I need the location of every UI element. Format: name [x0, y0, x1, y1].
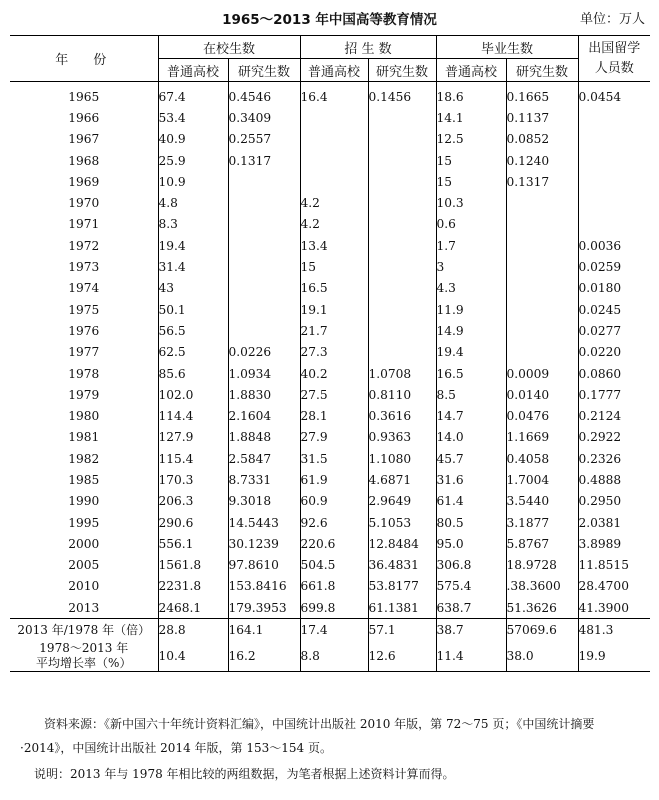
- value-cell: 5.8767: [506, 533, 578, 554]
- value-cell: 3.8989: [578, 533, 650, 554]
- value-cell: 2.9649: [368, 491, 436, 512]
- value-cell: [368, 192, 436, 213]
- year-cell: 1978: [68, 366, 100, 381]
- value-cell: 30.1239: [228, 533, 300, 554]
- value-cell: 2468.1: [158, 597, 228, 619]
- value-cell: [368, 171, 436, 192]
- value-cell: [578, 171, 650, 192]
- value-cell: 85.6: [158, 363, 228, 384]
- value-cell: [300, 129, 368, 150]
- table-row: [10, 448, 650, 469]
- table-row: [10, 150, 650, 171]
- value-cell: 28.4700: [578, 576, 650, 597]
- value-cell: 95.0: [436, 533, 506, 554]
- value-cell: 9.3018: [228, 491, 300, 512]
- value-cell: 2.1604: [228, 405, 300, 426]
- year-cell: 2013: [68, 600, 100, 615]
- value-cell: 14.5443: [228, 512, 300, 533]
- table-row: [10, 555, 650, 576]
- value-cell: 0.8110: [368, 384, 436, 405]
- summary-cell: 8.8: [300, 641, 368, 672]
- value-cell: [368, 129, 436, 150]
- value-cell: 51.3626: [506, 597, 578, 619]
- value-cell: 0.1137: [506, 107, 578, 128]
- value-cell: 27.9: [300, 427, 368, 448]
- value-cell: 661.8: [300, 576, 368, 597]
- year-cell: 1974: [68, 281, 100, 296]
- value-cell: 2231.8: [158, 576, 228, 597]
- value-cell: 1.7: [436, 235, 506, 256]
- value-cell: 8.7331: [228, 469, 300, 490]
- summary-row-growth: [10, 641, 650, 672]
- footnote-source: 资料来源：《新中国六十年统计资料汇编》，中国统计出版社 2010 年版，第 72～75 页；《中国统计摘要·2014》，中国统计出版社 2014 年版，第 153～154 页。: [20, 717, 595, 755]
- value-cell: 4.2: [300, 214, 368, 235]
- value-cell: 10.9: [158, 171, 228, 192]
- value-cell: 12.8484: [368, 533, 436, 554]
- value-cell: 61.4: [436, 491, 506, 512]
- table-row: [10, 342, 650, 363]
- graduated-graduate-header: 研究生数: [506, 59, 578, 82]
- value-cell: 31.6: [436, 469, 506, 490]
- value-cell: 4.6871: [368, 469, 436, 490]
- year-cell: 1980: [68, 409, 100, 424]
- table-title: 1965～2013 年中国高等教育情况: [222, 12, 437, 28]
- year-cell: 1990: [68, 494, 100, 509]
- table-row: [10, 192, 650, 213]
- value-cell: 153.8416: [228, 576, 300, 597]
- value-cell: 19.1: [300, 299, 368, 320]
- admitted-regular-header: 普通高校: [300, 59, 368, 82]
- value-cell: 53.8177: [368, 576, 436, 597]
- abroad-header: 出国留学人员数: [578, 36, 650, 82]
- summary-cell: 38.0: [506, 641, 578, 672]
- value-cell: 14.9: [436, 320, 506, 341]
- table-row: [10, 469, 650, 490]
- year-cell: 1995: [68, 515, 100, 530]
- value-cell: 8.3: [158, 214, 228, 235]
- value-cell: 31.5: [300, 448, 368, 469]
- value-cell: 0.4546: [228, 82, 300, 108]
- value-cell: 206.3: [158, 491, 228, 512]
- value-cell: 14.7: [436, 405, 506, 426]
- year-cell: 2000: [68, 536, 100, 551]
- value-cell: 170.3: [158, 469, 228, 490]
- table-row: [10, 533, 650, 554]
- enrolled-graduate-header: 研究生数: [228, 59, 300, 82]
- value-cell: .38.3600: [506, 576, 578, 597]
- value-cell: 0.0277: [578, 320, 650, 341]
- value-cell: 1.8830: [228, 384, 300, 405]
- year-cell: 1968: [68, 153, 100, 168]
- value-cell: 16.5: [300, 278, 368, 299]
- value-cell: [300, 150, 368, 171]
- value-cell: 61.1381: [368, 597, 436, 619]
- summary-cell: 12.6: [368, 641, 436, 672]
- value-cell: 56.5: [158, 320, 228, 341]
- year-cell: 1967: [68, 132, 100, 147]
- value-cell: 3.5440: [506, 491, 578, 512]
- table-row: [10, 320, 650, 341]
- value-cell: 0.0036: [578, 235, 650, 256]
- summary-label-line2: 平均增长率（%）: [36, 656, 132, 671]
- year-cell: 1982: [68, 451, 100, 466]
- value-cell: 0.3616: [368, 405, 436, 426]
- value-cell: 115.4: [158, 448, 228, 469]
- year-cell: 1975: [68, 302, 100, 317]
- unit-label: 单位：万人: [579, 12, 645, 27]
- value-cell: 0.2326: [578, 448, 650, 469]
- summary-cell: 38.7: [436, 619, 506, 642]
- value-cell: 4.3: [436, 278, 506, 299]
- value-cell: [368, 256, 436, 277]
- value-cell: 19.4: [436, 342, 506, 363]
- value-cell: 0.0860: [578, 363, 650, 384]
- value-cell: 14.0: [436, 427, 506, 448]
- summary-label: [10, 641, 158, 672]
- summary-cell: 28.8: [158, 619, 228, 642]
- summary-label-line1: 1978～2013 年: [39, 641, 129, 656]
- value-cell: 0.0454: [578, 82, 650, 108]
- value-cell: 15: [436, 171, 506, 192]
- value-cell: 31.4: [158, 256, 228, 277]
- table-row: [10, 405, 650, 426]
- table-row: [10, 278, 650, 299]
- value-cell: [368, 342, 436, 363]
- table-row: [10, 235, 650, 256]
- value-cell: 102.0: [158, 384, 228, 405]
- summary-cell: 481.3: [578, 619, 650, 642]
- value-cell: 1.8848: [228, 427, 300, 448]
- value-cell: 1561.8: [158, 555, 228, 576]
- value-cell: 53.4: [158, 107, 228, 128]
- value-cell: 1.7004: [506, 469, 578, 490]
- table-row: [10, 384, 650, 405]
- year-cell: 1965: [68, 89, 100, 104]
- value-cell: 0.2124: [578, 405, 650, 426]
- value-cell: 8.5: [436, 384, 506, 405]
- value-cell: 0.0226: [228, 342, 300, 363]
- table-row: [10, 129, 650, 150]
- year-header: 年 份: [10, 36, 158, 82]
- summary-cell: 11.4: [436, 641, 506, 672]
- value-cell: 0.1777: [578, 384, 650, 405]
- value-cell: [228, 192, 300, 213]
- value-cell: 62.5: [158, 342, 228, 363]
- value-cell: [228, 299, 300, 320]
- value-cell: 4.8: [158, 192, 228, 213]
- value-cell: 0.1456: [368, 82, 436, 108]
- admitted-header: 招 生 数: [300, 36, 436, 59]
- value-cell: 290.6: [158, 512, 228, 533]
- value-cell: 36.4831: [368, 555, 436, 576]
- table-row: [10, 299, 650, 320]
- value-cell: 3.1877: [506, 512, 578, 533]
- year-cell: 1972: [68, 238, 100, 253]
- value-cell: 40.9: [158, 129, 228, 150]
- value-cell: 0.0476: [506, 405, 578, 426]
- summary-cell: 164.1: [228, 619, 300, 642]
- value-cell: [578, 192, 650, 213]
- table-row: [10, 576, 650, 597]
- value-cell: 18.9728: [506, 555, 578, 576]
- value-cell: 0.0009: [506, 363, 578, 384]
- value-cell: 28.1: [300, 405, 368, 426]
- value-cell: [368, 214, 436, 235]
- value-cell: 15: [300, 256, 368, 277]
- value-cell: [368, 320, 436, 341]
- value-cell: 11.9: [436, 299, 506, 320]
- education-table: [10, 35, 650, 672]
- value-cell: 0.0220: [578, 342, 650, 363]
- value-cell: 1.0934: [228, 363, 300, 384]
- value-cell: 0.0259: [578, 256, 650, 277]
- value-cell: 1.1669: [506, 427, 578, 448]
- value-cell: 114.4: [158, 405, 228, 426]
- value-cell: 0.2922: [578, 427, 650, 448]
- table-row: [10, 597, 650, 619]
- summary-cell: 16.2: [228, 641, 300, 672]
- value-cell: 0.0140: [506, 384, 578, 405]
- summary-cell: 57.1: [368, 619, 436, 642]
- value-cell: [368, 107, 436, 128]
- value-cell: [368, 299, 436, 320]
- year-cell: 1966: [68, 110, 100, 125]
- value-cell: [300, 107, 368, 128]
- table-row: [10, 171, 650, 192]
- value-cell: 0.0245: [578, 299, 650, 320]
- enrolled-header: 在校生数: [158, 36, 300, 59]
- value-cell: 556.1: [158, 533, 228, 554]
- value-cell: [228, 235, 300, 256]
- value-cell: 0.1317: [506, 171, 578, 192]
- value-cell: 27.5: [300, 384, 368, 405]
- value-cell: 67.4: [158, 82, 228, 108]
- value-cell: 699.8: [300, 597, 368, 619]
- value-cell: [506, 235, 578, 256]
- value-cell: [368, 235, 436, 256]
- value-cell: 127.9: [158, 427, 228, 448]
- value-cell: 0.1240: [506, 150, 578, 171]
- table-row: [10, 427, 650, 448]
- value-cell: [228, 214, 300, 235]
- value-cell: 50.1: [158, 299, 228, 320]
- value-cell: 21.7: [300, 320, 368, 341]
- value-cell: 306.8: [436, 555, 506, 576]
- footnote-note: 说明：2013 年与 1978 年相比较的两组数据，为笔者根据上述资料计算而得。: [34, 767, 455, 781]
- value-cell: 0.3409: [228, 107, 300, 128]
- value-cell: 80.5: [436, 512, 506, 533]
- year-cell: 1971: [68, 217, 100, 232]
- value-cell: 41.3900: [578, 597, 650, 619]
- value-cell: [506, 342, 578, 363]
- value-cell: [506, 214, 578, 235]
- year-cell: 2010: [68, 579, 100, 594]
- year-cell: 1976: [68, 323, 100, 338]
- value-cell: 504.5: [300, 555, 368, 576]
- value-cell: 220.6: [300, 533, 368, 554]
- value-cell: [578, 107, 650, 128]
- value-cell: 575.4: [436, 576, 506, 597]
- summary-row-ratio: [10, 619, 650, 642]
- value-cell: 25.9: [158, 150, 228, 171]
- admitted-graduate-header: 研究生数: [368, 59, 436, 82]
- value-cell: [506, 320, 578, 341]
- value-cell: [228, 256, 300, 277]
- year-cell: 1979: [68, 387, 100, 402]
- value-cell: 18.6: [436, 82, 506, 108]
- value-cell: 0.0852: [506, 129, 578, 150]
- value-cell: 179.3953: [228, 597, 300, 619]
- value-cell: 10.3: [436, 192, 506, 213]
- value-cell: [228, 320, 300, 341]
- value-cell: 0.1317: [228, 150, 300, 171]
- value-cell: 27.3: [300, 342, 368, 363]
- summary-cell: 19.9: [578, 641, 650, 672]
- summary-label: 2013 年/1978 年（倍）: [10, 619, 158, 642]
- value-cell: 60.9: [300, 491, 368, 512]
- graduated-header: 毕业生数: [436, 36, 578, 59]
- value-cell: [578, 129, 650, 150]
- value-cell: 0.2950: [578, 491, 650, 512]
- year-cell: 1970: [68, 196, 100, 211]
- table-row: [10, 256, 650, 277]
- value-cell: [228, 171, 300, 192]
- value-cell: 0.6: [436, 214, 506, 235]
- value-cell: 92.6: [300, 512, 368, 533]
- value-cell: 0.1665: [506, 82, 578, 108]
- value-cell: 15: [436, 150, 506, 171]
- enrolled-regular-header: 普通高校: [158, 59, 228, 82]
- year-cell: 1981: [68, 430, 100, 445]
- table-row: [10, 107, 650, 128]
- value-cell: 0.0180: [578, 278, 650, 299]
- value-cell: [368, 278, 436, 299]
- value-cell: 0.4058: [506, 448, 578, 469]
- value-cell: 19.4: [158, 235, 228, 256]
- year-cell: 1985: [68, 472, 100, 487]
- value-cell: 40.2: [300, 363, 368, 384]
- year-cell: 2005: [68, 558, 100, 573]
- table-row: [10, 491, 650, 512]
- table-row: [10, 363, 650, 384]
- value-cell: 16.4: [300, 82, 368, 108]
- value-cell: 0.9363: [368, 427, 436, 448]
- value-cell: 2.0381: [578, 512, 650, 533]
- value-cell: 0.4888: [578, 469, 650, 490]
- value-cell: 12.5: [436, 129, 506, 150]
- table-row: [10, 82, 650, 108]
- value-cell: 1.0708: [368, 363, 436, 384]
- summary-cell: 17.4: [300, 619, 368, 642]
- value-cell: 638.7: [436, 597, 506, 619]
- value-cell: [506, 299, 578, 320]
- graduated-regular-header: 普通高校: [436, 59, 506, 82]
- year-cell: 1973: [68, 260, 100, 275]
- value-cell: 61.9: [300, 469, 368, 490]
- value-cell: [506, 278, 578, 299]
- value-cell: 11.8515: [578, 555, 650, 576]
- value-cell: 4.2: [300, 192, 368, 213]
- value-cell: 43: [158, 278, 228, 299]
- value-cell: 1.1080: [368, 448, 436, 469]
- value-cell: [578, 150, 650, 171]
- year-cell: 1969: [68, 174, 100, 189]
- value-cell: 13.4: [300, 235, 368, 256]
- value-cell: 97.8610: [228, 555, 300, 576]
- value-cell: [578, 214, 650, 235]
- value-cell: [506, 192, 578, 213]
- value-cell: 45.7: [436, 448, 506, 469]
- value-cell: 14.1: [436, 107, 506, 128]
- value-cell: [368, 150, 436, 171]
- value-cell: 5.1053: [368, 512, 436, 533]
- summary-cell: 10.4: [158, 641, 228, 672]
- value-cell: [228, 278, 300, 299]
- value-cell: [506, 256, 578, 277]
- value-cell: 2.5847: [228, 448, 300, 469]
- year-cell: 1977: [68, 345, 100, 360]
- summary-cell: 57069.6: [506, 619, 578, 642]
- value-cell: 0.2557: [228, 129, 300, 150]
- value-cell: 16.5: [436, 363, 506, 384]
- value-cell: [300, 171, 368, 192]
- value-cell: 3: [436, 256, 506, 277]
- table-row: [10, 512, 650, 533]
- table-row: [10, 214, 650, 235]
